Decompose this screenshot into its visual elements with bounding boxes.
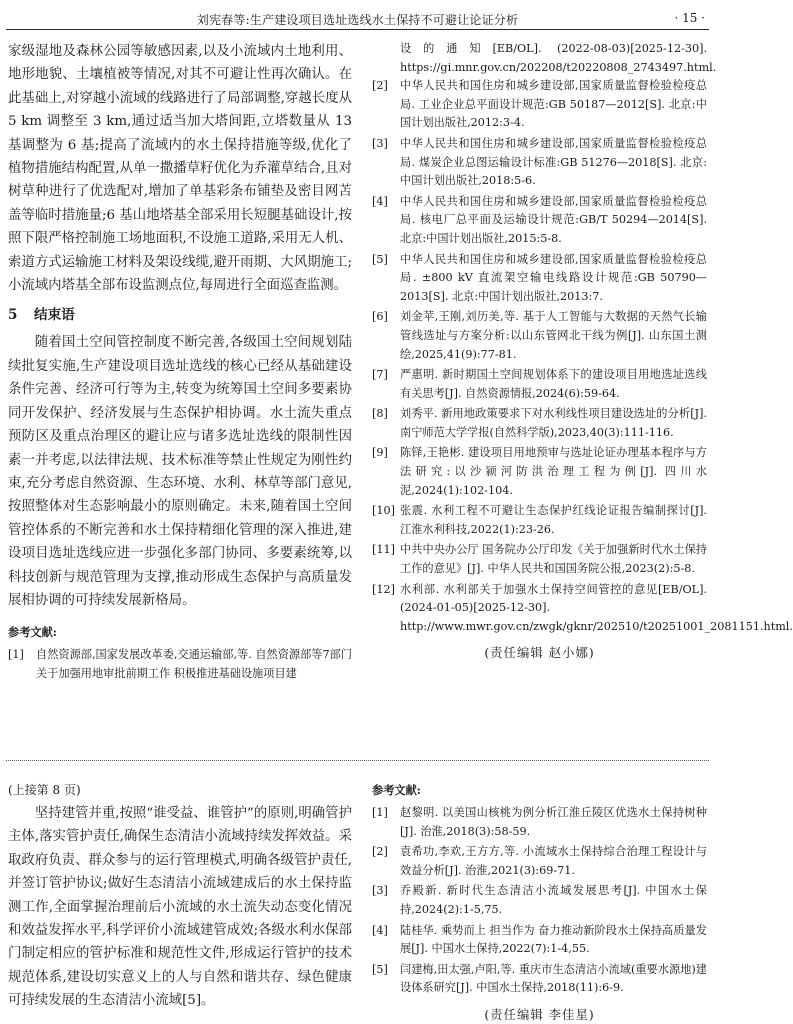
reference-item <box>372 922 707 959</box>
reference-text: 张震. 水利工程不可避让生态保护红线论证报告编制探讨[J]. 江淮水利科技,2022(1):23-26. <box>400 504 707 536</box>
conclusion-paragraph: 随着国土空间管控制度不断完善,各级国土空间规划陆续批复实施,生产建设项目选址选线的核心已经从基础建设条件完善、经济可行等为主,转变为统筹国土空间多要素协同开发保护、经济发展与生态保护相协调。水土流失重点预防区及重点治理区的避让应与诸多选址选线的限制性因素一并考虑,以法律法规、技术标准等禁止性规定为刚性约束,充分考虑自然资源、生态环境、水利、林草等部门意见,按照整体对生态影响最小的原则确定。未来,随着国土空间管控体系的不断完善和水土保持精细化管理的深入推进,建设项目选址选线应进一步强化多部门协同、多要素统筹,以科技创新与规范管理为支撑,推动形成生态保护与高质量发展相协调的可持续发展新格局。 <box>8 335 352 608</box>
reference-text: 中华人民共和国住房和城乡建设部,国家质量监督检验检疫总局. 煤炭企业总图运输设计标准:GB 51276—2018[S]. 北京:中国计划出版社,2018:5-6. <box>400 136 707 188</box>
left-column-top <box>8 40 352 730</box>
reference-number: [1] <box>372 806 388 819</box>
reference-item <box>372 961 707 998</box>
reference-text: 中华人民共和国住房和城乡建设部,国家质量监督检验检疫总局. 核电厂总平面及运输设计规范:GB/T 50294—2014[S]. 北京:中国计划出版社,2015:5-8. <box>400 194 707 245</box>
page-number: · 15 · <box>674 11 705 25</box>
running-title: 刘宪春等:生产建设项目选址选线水土保持不可避让论证分析 <box>196 13 519 27</box>
reference-item <box>372 581 793 637</box>
header-rule <box>6 29 709 30</box>
reference-number: [2] <box>372 79 388 93</box>
reference-text: 陆桂华. 乘势而上 担当作为 奋力推动新阶段水土保持高质量发展[J]. 中国水土保持,2022(7):1-4,55. <box>400 923 707 956</box>
reference-number: [3] <box>372 884 388 898</box>
reference-text: 闫建梅,田太强,卢阳,等. 重庆市生态清洁小流域(重要水源地)建设体系研究[J]. 中国水土保持,2018(11):6-9. <box>400 962 707 995</box>
reference-number: [10] <box>372 504 395 518</box>
reference-item <box>372 135 707 191</box>
reference-number: [4] <box>372 923 388 937</box>
reference-number: [6] <box>372 310 388 324</box>
reference-number: [7] <box>372 368 388 382</box>
reference-item <box>372 444 707 500</box>
body-paragraph-continued: 家级湿地及森林公园等敏感因素,以及小流域内土地利用、地形地貌、土壤植被等情况,对其不可避让性再次确认。在此基础上,对穿越小流域的线路进行了局部调整,穿越长度从 5 km 调整至 3 km,通过适当加大塔间距,立塔数量从 13 基调整为 6 基;提高了流域内的水土保持措施等级,优化了植物措施结构配置,从单一撒播草籽优化为乔灌草结合,且对树草种进行了优选配对,增加了单基彩条布铺垫及密目网苫盖等临时措施量;6 基山地塔基全部采用长短腿基础设计,按照下限严格控制施工场地面积,不设施工道路,采用无人机、索道方式运输施工材料及架设线缆,避开雨期、大风期施工;小流域内塔基全部布设监测点位,每周进行全面巡查监测。 <box>8 44 352 294</box>
reference-text: 乔殿新. 新时代生态清洁小流域发展思考[J]. 中国水土保持,2024(2):1-5,75. <box>400 884 707 916</box>
reference-item <box>372 541 707 578</box>
reference-text: 刘金苹,王刚,刘历美,等. 基于人工智能与大数据的天然气长输管线选址与方案分析:以山东管网北干线为例[J]. 山东国土测绘,2025,41(9):77-81. <box>400 310 707 361</box>
reference-text: 陈铎,王艳彬. 建设项目用地预审与选址论证办理基本程序与方法研究:以沙颍河防洪治理工程为例[J]. 四川水泥,2024(1):102-104. <box>400 446 707 497</box>
section-number: 5 <box>8 307 18 324</box>
reference-number: [1] <box>8 648 24 662</box>
reference-number: [5] <box>372 962 388 976</box>
body-paragraph: 坚持建管并重,按照“谁受益、谁管护”的原则,明确管护主体,落实管护责任,确保生态清洁小流域持续发挥效益。采取政府负责、群众参与的运行管理模式,明确各级管护责任,并签订管护协议;做好生态清洁小流域建成后的水土保持监测工作,全面掌握治理前后小流域的水土流失动态变化情况和效益发挥水平,科学评价小流域建管成效;各级水利水保部门制定相应的管护标准和规范性文件,形成运行管护的技术规范体系,建设切实意义上的人与自然和谐共存、绿色健康可持续发展的生态清洁小流域[5]。 <box>8 806 352 1009</box>
reference-number: [8] <box>372 407 388 421</box>
article-divider <box>6 760 709 761</box>
reference-number: [2] <box>372 845 388 859</box>
reference-item <box>372 77 707 133</box>
reference-text: 自然资源部,国家发展改革委,交通运输部,等. 自然资源部等7部门关于加强用地审批前期工作 积极推进基础设施项目建 <box>36 648 352 680</box>
reference-list <box>372 804 707 998</box>
reference-item <box>372 804 707 841</box>
reference-text: 中华人民共和国住房和城乡建设部,国家质量监督检验检疫总局. 工业企业总平面设计规范:GB 50187—2012[S]. 北京:中国计划出版社,2012:3-4. <box>400 79 707 130</box>
reference-continued: 设的通知[EB/OL]. (2022-08-03)[2025-12-30]. https://gi.mnr.gov.cn/202208/t20220808_2743497.html. <box>400 42 717 74</box>
reference-number: [12] <box>372 582 395 596</box>
right-column-top <box>372 40 793 746</box>
section-heading <box>8 305 352 325</box>
reference-item <box>372 308 707 364</box>
reference-number: [3] <box>372 136 388 150</box>
reference-item <box>372 502 707 539</box>
reference-number: [4] <box>372 194 388 208</box>
reference-item <box>372 251 707 307</box>
reference-item <box>372 366 707 403</box>
reference-number: [11] <box>372 543 395 557</box>
responsible-editor: (责任编辑 赵小娜) <box>484 645 595 661</box>
reference-list <box>372 77 793 636</box>
left-column-bottom <box>8 780 352 1024</box>
references-heading: 参考文献: <box>372 783 421 797</box>
reference-text: 严惠明. 新时期国土空间规划体系下的建设项目用地选址选线有关思考[J]. 自然资源情报,2024(6):59-64. <box>400 368 707 400</box>
right-column-bottom <box>372 780 707 1024</box>
responsible-editor: (责任编辑 李佳星) <box>484 1006 595 1022</box>
reference-text: 赵黎明. 以美国山核桃为例分析江淮丘陵区优选水土保持树种[J]. 治淮,2018(3):58-59. <box>400 806 707 838</box>
reference-item <box>372 843 707 880</box>
reference-number: [9] <box>372 446 388 460</box>
reference-number: [5] <box>372 252 388 266</box>
running-header <box>6 2 709 32</box>
reference-list <box>8 646 352 683</box>
section-title: 结束语 <box>34 307 75 324</box>
reference-text: 中华人民共和国住房和城乡建设部,国家质量监督检验检疫总局. ±800 kV 直流架空输电线路设计规范:GB 50790—2013[S]. 北京:中国计划出版社,2013:7. <box>400 252 707 303</box>
reference-item <box>372 405 707 442</box>
reference-text: 水利部. 水利部关于加强水土保持空间管控的意见[EB/OL]. (2024-01-05)[2025-12-30]. http://www.mwr.gov.cn/zwgk/gknr/202510/t20251001_2081151.html. <box>400 582 793 633</box>
reference-text: 刘秀平. 新用地政策要求下对水利线性项目建设选址的分析[J]. 南宁师范大学学报(自然科学版),2023,40(3):111-116. <box>400 407 707 439</box>
reference-item <box>372 193 707 249</box>
reference-item <box>8 646 352 683</box>
reference-text: 袁希功,李欢,王方方,等. 小流域水土保持综合治理工程设计与效益分析[J]. 治淮,2021(3):69-71. <box>400 845 707 877</box>
reference-item <box>372 882 707 919</box>
reference-text: 中共中央办公厅 国务院办公厅印发《关于加强新时代水土保持工作的意见》[J]. 中华人民共和国国务院公报,2023(2):5-8. <box>400 543 707 576</box>
continued-from-note: (上接第 8 页) <box>8 783 81 797</box>
references-heading: 参考文献: <box>8 625 57 640</box>
